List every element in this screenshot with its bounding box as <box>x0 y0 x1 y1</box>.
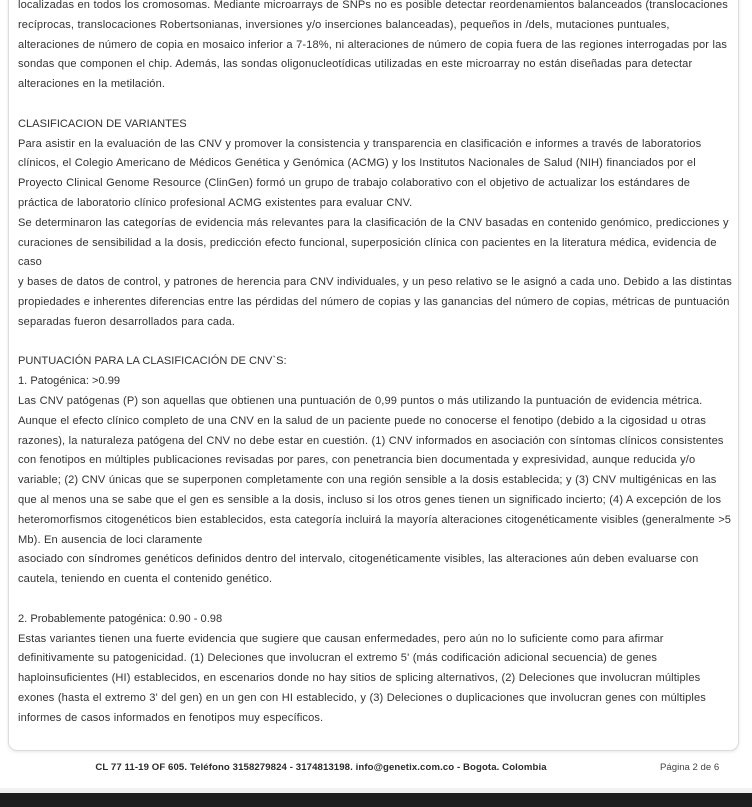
viewer-bottom-bar <box>0 793 752 807</box>
paragraph-patogenica-detalle: Las CNV patógenas (P) son aquellas que obtienen una puntuación de 0,99 puntos o más utilizando la puntuación de evidencia métrica. Aunque el efecto clínico completo de una CNV en la salud de un paciente puede no conocerse el fenotipo (debido a la cigosidad u otras razones), la naturaleza patógena del CNV no debe estar en cuestión. (1) CNV informados en asociación con síntomas clínicos consistentes con fenotipos en múltiples publicaciones revisadas por pares, con penetrancia bien documentada y expresividad, aunque reducida y/o variable; (2) CNV únicas que se superponen completamente con una región sensible a la dosis establecida; y (3) CNV multigénicas en las que al menos una se sabe que el gen es sensible a la dosis, incluso si los otros genes tienen un significado incierto; (4) A excepción de los heteromorfismos citogenéticos bien establecidos, esta categoría incluirá la mayoría alteraciones citogenéticamente visibles (generalmente >5 Mb). En ausencia de loci claramente <box>18 394 732 546</box>
footer-page-indicator: Página 2 de 6 <box>660 761 720 773</box>
heading-clasificacion-de-variantes: CLASIFICACION DE VARIANTES <box>18 117 187 130</box>
document-page <box>8 0 739 751</box>
paragraph-acmg-clingen: Para asistir en la evaluación de las CNV y promover la consistencia y transparencia en clasificación e informes a través de laboratorios clínicos, el Colegio Americano de Médicos Genética y Genómica (ACMG) y los Institutos Nacionales de Salud (NIH) financiados por el Proyecto Clinical Genome Resource (ClinGen) formó un grupo de trabajo colaborativo con el objetivo de actualizar los estándares de práctica de laboratorio clínico profesional ACMG existentes para evaluar CNV. <box>18 137 702 209</box>
paragraph-limitaciones-microarray: localizadas en todos los cromosomas. Mediante microarrays de SNPs no es posible detectar reordenamientos balanceados (translocaciones recíprocas, translocaciones Robertsonianas, inversiones y/o inserciones balanceadas), pequeños in /dels, mutaciones puntuales, alteraciones de número de copia en mosaico inferior a 7-18%, ni alteraciones de número de copia fuera de las regiones interrogadas por las sondas que componen el chip. Además, las sondas oligonucleotídicas utilizadas en este microarray no están diseñadas para detectar alteraciones en la metilación. <box>18 0 728 91</box>
paragraph-bases-datos-control: y bases de datos de control, y patrones de herencia para CNV individuales, y un peso relativo se le asignó a cada uno. Debido a las distintas propiedades e inherentes diferencias entre las pérdidas del número de copias y las ganancias del número de copias, métricas de puntuación separadas fueron desarrollados para cada. <box>18 276 732 328</box>
footer-contact-info: CL 77 11-19 OF 605. Teléfono 3158279824 - 3174813198. info@genetix.com.co - Bogota. Colombia <box>95 761 547 773</box>
paragraph-probablemente-patogenica-detalle: Estas variantes tienen una fuerte evidencia que sugiere que causan enfermedades, pero aún no lo suficiente como para afirmar definitivamente su patogenicidad. (1) Deleciones que involucran el extremo 5' (más codificación adicional secuencia) de genes haploinsuficientes (HI) establecidos, en escenarios donde no hay sitios de splicing alternativos, (2) Deleciones que involucran múltiples exones (hasta el extremo 3' del gen) en un gen con HI establecido, y (3) Deleciones o duplicaciones que involucran genes con múltiples informes de casos informados en fenotipos muy específicos. <box>18 632 706 724</box>
paragraph-sindromes-geneticos: asociado con síndromes genéticos definidos dentro del intervalo, citogenéticamente visibles, las alteraciones aún deben evaluarse con cautela, teniendo en cuenta el contenido genético. <box>18 553 699 586</box>
spacer-3 <box>18 590 732 610</box>
page-footer <box>0 752 752 782</box>
spacer-1 <box>18 95 732 115</box>
document-text-body <box>18 0 732 728</box>
subhead-patogenica: 1. Patogénica: >0.99 <box>18 375 121 388</box>
subhead-probablemente-patogenica: 2. Probablemente patogénica: 0.90 - 0.98 <box>18 612 223 625</box>
spacer-2 <box>18 333 732 353</box>
heading-puntuacion-clasificacion: PUNTUACIÓN PARA LA CLASIFICACIÓN DE CNV`S: <box>18 355 287 368</box>
paragraph-categorias-evidencia: Se determinaron las categorías de evidencia más relevantes para la clasificación de la CNV basadas en contenido genómico, predicciones y curaciones de sensibilidad a la dosis, predicción efecto funcional, superposición clínica con pacientes en la literatura médica, evidencia de caso <box>18 216 729 269</box>
